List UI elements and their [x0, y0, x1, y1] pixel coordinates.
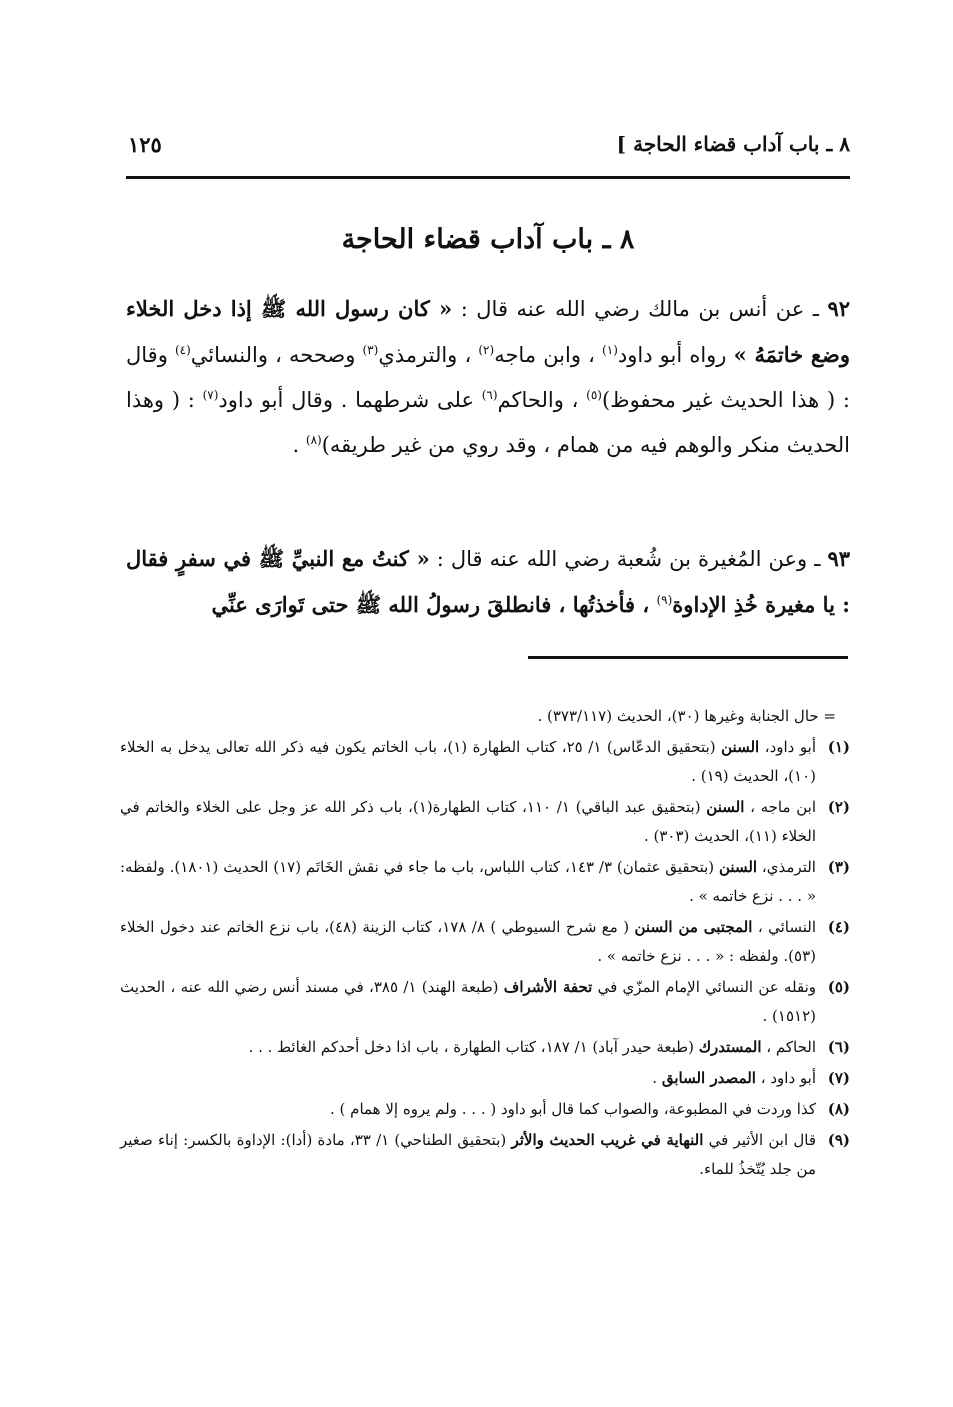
hadith-text: ، والحاكم — [497, 388, 587, 412]
hadith-text: على شرطهما . وقال أبو داود — [218, 388, 482, 412]
footnote-text: . — [652, 1069, 662, 1087]
hadith-text: : ( وهذا الحديث منكر والوهم فيه من همام ، وقد روي من غير طريقه) — [126, 388, 850, 457]
footnote-text: أبو داود ، — [755, 1069, 816, 1087]
footnote-ref[interactable]: (٤) — [174, 343, 191, 357]
running-head-chapter: ٨ ـ باب آداب قضاء الحاجة ] — [616, 132, 850, 156]
footnote-mark: (٧) — [827, 1069, 850, 1087]
footnote-8 — [120, 1095, 850, 1124]
hadith-text: رواه أبو داود — [617, 343, 734, 367]
footnote-mark: (٤) — [827, 918, 850, 936]
footnote-ref[interactable]: (٢) — [478, 343, 495, 357]
hadith-intro: ـ وعن المُغيرة بن شُعبة رضي الله عنه قال : — [429, 547, 828, 571]
footnote-text: قال ابن الأثير في — [703, 1131, 816, 1149]
footnote-source: السنن — [706, 798, 745, 816]
footnote-text: الحاكم ، — [761, 1038, 816, 1056]
footnote-continuation — [120, 702, 850, 731]
footnote-mark: (١) — [827, 738, 850, 756]
footnote-ref[interactable]: (١) — [602, 343, 618, 357]
footnote-source: تحفة الأشراف — [503, 978, 593, 996]
hadith-text: . — [292, 433, 306, 457]
footnote-text: (طبعة حيدر آباد) ١/ ١٨٧، كتاب الطهارة ، باب اذا دخل أحدكم الغائط . . . — [248, 1038, 699, 1056]
footnote-text: أبو داود، — [759, 738, 816, 756]
footnote-text: = حال الجنابة وغيرها (٣٠)، الحديث (٣٧٣/١١٧) . — [537, 707, 836, 725]
hadith-text: وصححه ، والنسائي — [190, 343, 363, 367]
header-rule — [126, 176, 850, 179]
footnote-7 — [120, 1064, 850, 1093]
chapter-title: ٨ ـ باب آداب قضاء الحاجة — [341, 224, 635, 255]
hadith-quote: « كان رسول الله ﷺ إذا دخل الخلاء وضع خاتمَهُ » — [126, 296, 850, 367]
footnote-text: الترمذي، — [757, 858, 816, 876]
footnote-5 — [120, 973, 850, 1031]
footnote-mark: (٦) — [827, 1038, 850, 1056]
footnote-text: (بتحقيق عثمان) ٣/ ١٤٣، كتاب اللباس، باب ما جاء في نقش الخَاتَم (١٧) الحديث (١٨٠١). ولفظه: « . . . نزع خاتمه » . — [120, 858, 816, 905]
footnote-ref[interactable]: (٦) — [481, 388, 498, 402]
footnote-text: (بتحقيق الطناحي) ١/ ٣٣، مادة (أدا): الإداوة بالكسر: إناء صغير من جلد يُتّخذُ للماء. — [120, 1131, 816, 1178]
footnote-mark: (٢) — [827, 798, 850, 816]
footnote-source: السنن — [719, 858, 758, 876]
hadith-92 — [126, 286, 850, 468]
hadith-text: وقال : ( هذا الحديث غير محفوظ) — [126, 343, 850, 412]
footnote-source: السنن — [721, 738, 760, 756]
hadith-intro: ـ عن أنس بن مالك رضي الله عنه قال : — [452, 297, 828, 321]
footnote-mark: (٣) — [827, 858, 850, 876]
footnote-separator — [528, 656, 848, 659]
hadith-quote: « كنتُ مع النبيِّ ﷺ في سفرٍ فقال : يا مغيرة خُذِ الإداوة — [126, 546, 850, 617]
hadith-number: ٩٢ — [827, 296, 850, 321]
hadith-number: ٩٣ — [827, 546, 850, 571]
footnote-mark: (٥) — [827, 978, 850, 996]
footnote-9 — [120, 1126, 850, 1184]
running-head — [128, 132, 850, 166]
footnote-text: ( مع شرح السيوطي ) ٨/ ١٧٨، كتاب الزينة (٤٨)، باب نزع الخاتم عند دخول الخلاء (٥٣). ولفظه : « . . . نزع خاتمه » . — [120, 918, 816, 965]
footnote-ref[interactable]: (٥) — [586, 388, 602, 402]
footnote-2 — [120, 793, 850, 851]
hadith-93 — [126, 536, 850, 628]
hadith-text: ، وابن ماجه — [494, 343, 603, 367]
footnote-mark: (٨) — [827, 1100, 850, 1118]
footnote-source: المصدر السابق — [661, 1069, 756, 1087]
hadith-quote: ، فأخذتُها ، فانطلقَ رسولُ الله ﷺ حتى تَوارَى عنِّي — [211, 592, 657, 617]
footnote-3 — [120, 853, 850, 911]
footnote-1 — [120, 733, 850, 791]
footnote-text: ونقله عن النسائي الإمام المزّي في — [592, 978, 816, 996]
footnote-source: المستدرك — [698, 1038, 762, 1056]
footnote-mark: (٩) — [827, 1131, 850, 1149]
footnote-6 — [120, 1033, 850, 1062]
footnote-ref[interactable]: (٩) — [656, 593, 673, 607]
footnote-text: ابن ماجه ، — [744, 798, 817, 816]
footnote-text: (بتحقيق عبد الباقي) ١/ ١١٠، كتاب الطهارة(١)، باب ذكر الله عز وجل على الخلاء والخاتم في الخلاء (١١)، الحديث (٣٠٣) . — [120, 798, 816, 845]
footnote-ref[interactable]: (٣) — [362, 343, 379, 357]
footnote-source: المجتبى من السنن — [634, 918, 753, 936]
page-number: ١٢٥ — [128, 132, 162, 157]
hadith-text: ، والترمذي — [378, 343, 479, 367]
footnote-text: كذا وردت في المطبوعة، والصواب كما قال أبو داود ( . . . ولم يروه إلا همام ) . — [330, 1100, 816, 1118]
footnote-ref[interactable]: (٧) — [202, 388, 219, 402]
footnote-source: النهاية في غريب الحديث والأثر — [511, 1131, 704, 1149]
footnote-4 — [120, 913, 850, 971]
footnote-text: (طبعة الهند) ١/ ٣٨٥، في مسند أنس رضي الله عنه ، الحديث (١٥١٢) . — [120, 978, 816, 1025]
footnote-text: النسائي ، — [752, 918, 817, 936]
footnote-ref[interactable]: (٨) — [305, 433, 322, 447]
footnote-text: (بتحقيق الدعّاس) ١/ ٢٥، كتاب الطهارة (١)، باب الخاتم يكون فيه ذكر الله تعالى يدخل به الخلاء (١٠)، الحديث (١٩) . — [120, 738, 816, 785]
footnotes — [120, 702, 850, 1186]
